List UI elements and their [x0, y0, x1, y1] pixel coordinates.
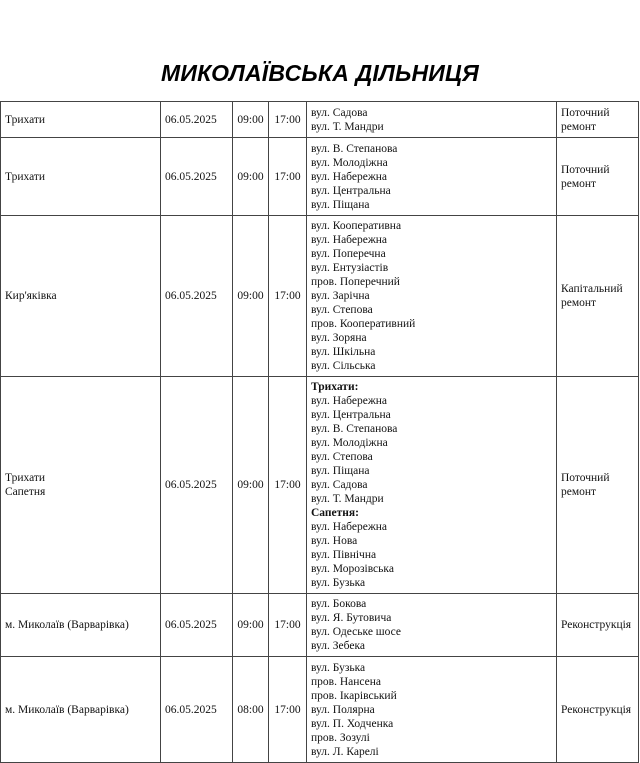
street-name: вул. Степова	[311, 451, 373, 463]
work-type-cell	[557, 594, 639, 657]
work-type-cell	[557, 138, 639, 216]
street-name: вул. Морозівська	[311, 563, 394, 575]
street-name: вул. Набережна	[311, 234, 388, 246]
streets-group-heading: Трихати:	[311, 381, 359, 393]
street-name: вул. Сільська	[311, 360, 376, 372]
work-type-cell	[557, 657, 639, 763]
table-row	[1, 216, 639, 377]
settlement-cell	[1, 216, 161, 377]
work-type-label: Поточний	[561, 106, 610, 119]
date-cell: 06.05.2025	[161, 102, 233, 138]
street-name: вул. П. Ходченка	[311, 717, 394, 730]
end-time-cell: 17:00	[269, 138, 307, 216]
street-name: вул. Набережна	[311, 395, 388, 407]
table-row	[1, 377, 639, 594]
end-time-cell: 17:00	[269, 102, 307, 138]
street-name: вул. Степова	[311, 304, 373, 316]
street-name: вул. Одеське шосе	[311, 626, 402, 638]
settlement-cell	[1, 594, 161, 657]
settlement-name: м. Миколаїв (Варварівка)	[5, 619, 129, 631]
work-type-label: Поточний	[561, 472, 610, 484]
street-name: пров. Поперечний	[311, 276, 400, 288]
date-cell: 06.05.2025	[161, 216, 233, 377]
street-name: пров. Нансена	[311, 675, 382, 688]
street-name: вул. Поперечна	[311, 248, 386, 260]
date-cell: 06.05.2025	[161, 377, 233, 594]
settlement-cell	[1, 377, 161, 594]
streets-cell	[307, 102, 557, 138]
end-time-cell: 17:00	[269, 216, 307, 377]
street-name: вул. Центральна	[311, 409, 391, 421]
work-type-label: ремонт	[561, 120, 597, 133]
street-name: вул. Садова	[311, 479, 368, 491]
streets-cell	[307, 657, 557, 763]
date-cell: 06.05.2025	[161, 594, 233, 657]
street-name: вул. Північна	[311, 549, 377, 561]
street-name: пров. Кооперативний	[311, 318, 416, 330]
settlement-name: Трихати	[5, 170, 46, 183]
date-cell: 06.05.2025	[161, 657, 233, 763]
table-row	[1, 138, 639, 216]
settlement-name: м. Миколаїв (Варварівка)	[5, 703, 129, 716]
street-name: вул. Ентузіастів	[311, 262, 389, 274]
settlement-name: Трихати	[5, 472, 46, 484]
work-type-label: Поточний	[561, 163, 610, 176]
work-type-cell	[557, 377, 639, 594]
street-name: вул. Набережна	[311, 170, 388, 183]
street-name: вул. Т. Мандри	[311, 120, 384, 133]
start-time-cell: 09:00	[233, 216, 269, 377]
settlement-name: Кир'яківка	[5, 290, 57, 302]
street-name: вул. Л. Карелі	[311, 745, 379, 758]
work-type-label: Реконструкція	[561, 703, 632, 716]
settlement-cell	[1, 657, 161, 763]
streets-cell	[307, 377, 557, 594]
work-type-label: ремонт	[561, 486, 597, 498]
work-type-label: Реконструкція	[561, 619, 632, 631]
street-name: вул. Зарічна	[311, 290, 370, 302]
street-name: пров. Зозулі	[311, 731, 370, 744]
street-name: вул. Т. Мандри	[311, 493, 384, 505]
street-name: вул. Молодіжна	[311, 156, 388, 169]
work-type-label: ремонт	[561, 177, 597, 190]
street-name: вул. В. Степанова	[311, 423, 398, 435]
street-name: пров. Ікарівський	[311, 689, 397, 702]
street-name: вул. Зоряна	[311, 332, 367, 344]
outage-schedule-table	[0, 101, 639, 763]
streets-group-heading: Сапетня:	[311, 507, 359, 519]
start-time-cell: 09:00	[233, 594, 269, 657]
streets-cell	[307, 594, 557, 657]
streets-cell	[307, 216, 557, 377]
street-name: вул. В. Степанова	[311, 142, 398, 155]
street-name: вул. Нова	[311, 535, 358, 547]
settlement-name: Сапетня	[5, 486, 46, 498]
settlement-name: Трихати	[5, 113, 46, 126]
work-type-cell	[557, 102, 639, 138]
street-name: вул. Садова	[311, 106, 368, 119]
start-time-cell: 09:00	[233, 102, 269, 138]
work-type-label: ремонт	[561, 297, 597, 309]
street-name: вул. Піщана	[311, 198, 370, 211]
street-name: вул. Піщана	[311, 465, 370, 477]
work-type-cell	[557, 216, 639, 377]
street-name: вул. Бузька	[311, 661, 366, 674]
end-time-cell: 17:00	[269, 657, 307, 763]
street-name: вул. Молодіжна	[311, 437, 388, 449]
settlement-cell	[1, 102, 161, 138]
street-name: вул. Полярна	[311, 703, 375, 716]
street-name: вул. Зебека	[311, 640, 365, 652]
table-row	[1, 657, 639, 763]
street-name: вул. Набережна	[311, 521, 388, 533]
street-name: вул. Центральна	[311, 184, 391, 197]
work-type-label: Капітальний	[561, 283, 623, 295]
settlement-cell	[1, 138, 161, 216]
date-cell: 06.05.2025	[161, 138, 233, 216]
table-body	[1, 102, 639, 763]
street-name: вул. Я. Бутовича	[311, 612, 392, 624]
street-name: вул. Бузька	[311, 577, 366, 589]
table-row	[1, 102, 639, 138]
streets-cell	[307, 138, 557, 216]
end-time-cell: 17:00	[269, 594, 307, 657]
street-name: вул. Бокова	[311, 598, 367, 610]
street-name: вул. Кооперативна	[311, 220, 402, 232]
street-name: вул. Шкільна	[311, 346, 376, 358]
end-time-cell: 17:00	[269, 377, 307, 594]
start-time-cell: 09:00	[233, 377, 269, 594]
table-row	[1, 594, 639, 657]
start-time-cell: 09:00	[233, 138, 269, 216]
page-title: МИКОЛАЇВСЬКА ДІЛЬНИЦЯ	[161, 60, 479, 86]
start-time-cell: 08:00	[233, 657, 269, 763]
